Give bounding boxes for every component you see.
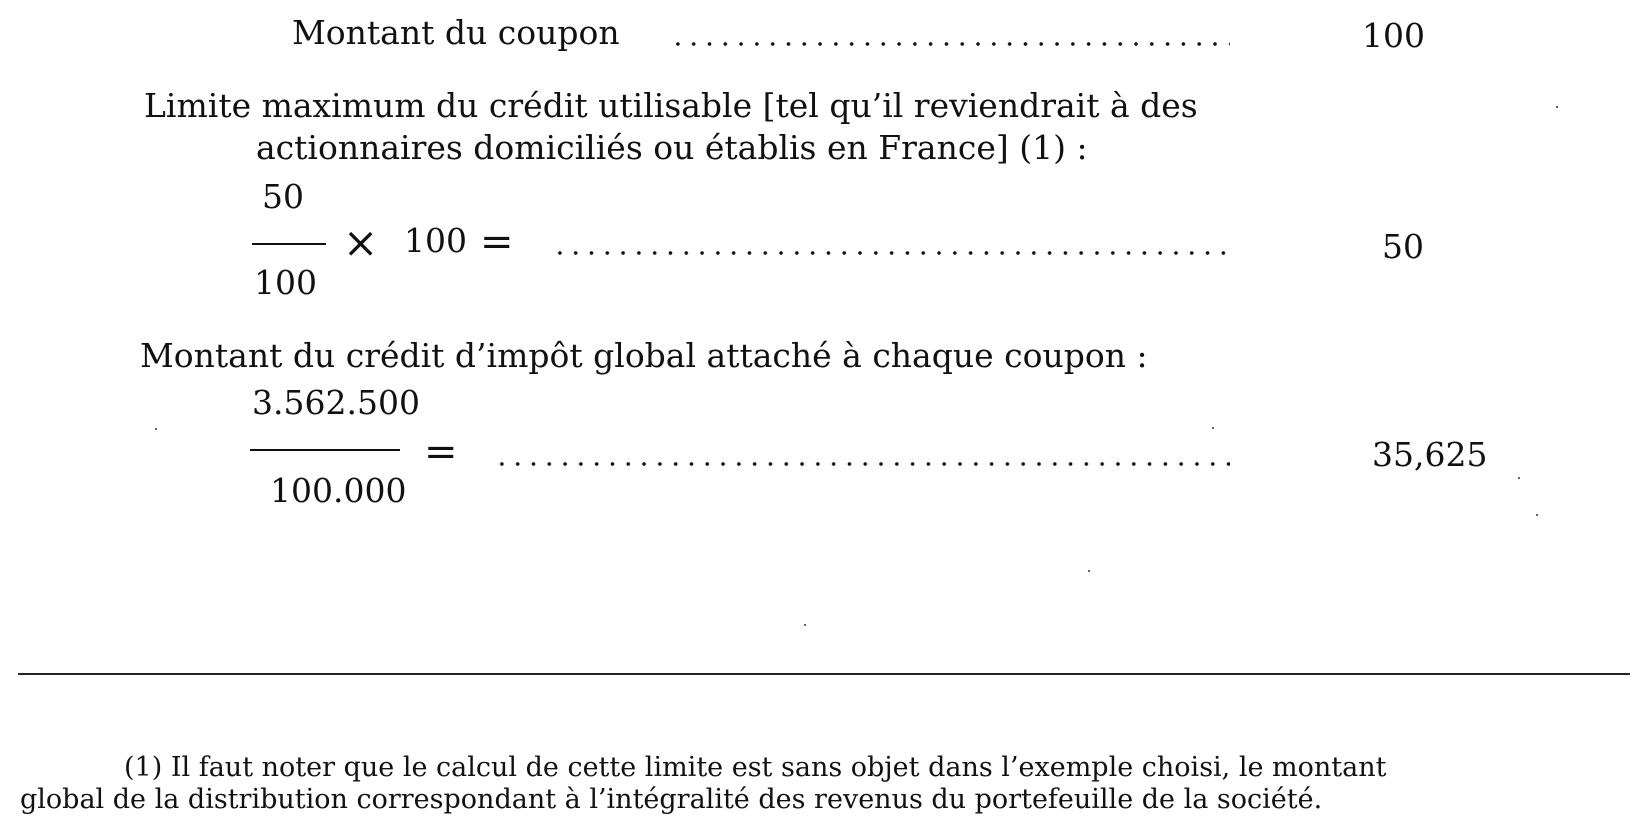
scan-speck xyxy=(1212,427,1214,429)
global-credit-fraction-bar xyxy=(250,449,400,451)
scan-speck xyxy=(1556,106,1558,108)
global-credit-equals-sign: = xyxy=(424,429,458,475)
coupon-value: 100 xyxy=(1362,16,1425,55)
limit-label-line2: actionnaires domiciliés ou établis en France] (1) : xyxy=(256,128,1088,167)
limit-fraction-denominator: 100 xyxy=(254,263,317,302)
scan-speck xyxy=(1536,514,1538,516)
scan-speck xyxy=(155,428,157,430)
global-credit-fraction-denominator: 100.000 xyxy=(270,471,407,510)
footnote-line1: (1) Il faut noter que le calcul de cette limite est sans objet dans l’exemple choisi, le montant xyxy=(124,752,1387,783)
limit-label-line1: Limite maximum du crédit utilisable [tel qu’il reviendrait à des xyxy=(144,86,1198,125)
limit-equals-sign: = xyxy=(480,219,514,265)
footnote-line2: global de la distribution correspondant à l’intégralité des revenus du portefeuille de la société. xyxy=(20,784,1323,815)
coupon-dot-leader xyxy=(670,42,1230,46)
global-credit-dot-leader xyxy=(494,462,1230,466)
limit-multiplier: 100 xyxy=(404,221,467,260)
multiply-symbol: × xyxy=(343,218,379,267)
limit-fraction-numerator: 50 xyxy=(262,177,304,216)
limit-value: 50 xyxy=(1382,227,1424,266)
global-credit-fraction-numerator: 3.562.500 xyxy=(252,383,420,422)
limit-dot-leader xyxy=(552,251,1230,255)
footnote-separator xyxy=(18,673,1630,675)
global-credit-label: Montant du crédit d’impôt global attaché à chaque coupon : xyxy=(140,336,1148,375)
scan-speck xyxy=(1088,570,1090,572)
coupon-label: Montant du coupon xyxy=(292,13,620,52)
scan-speck xyxy=(1518,477,1520,479)
limit-fraction-bar xyxy=(252,243,326,245)
scan-speck xyxy=(804,624,806,626)
global-credit-value: 35,625 xyxy=(1372,435,1488,474)
